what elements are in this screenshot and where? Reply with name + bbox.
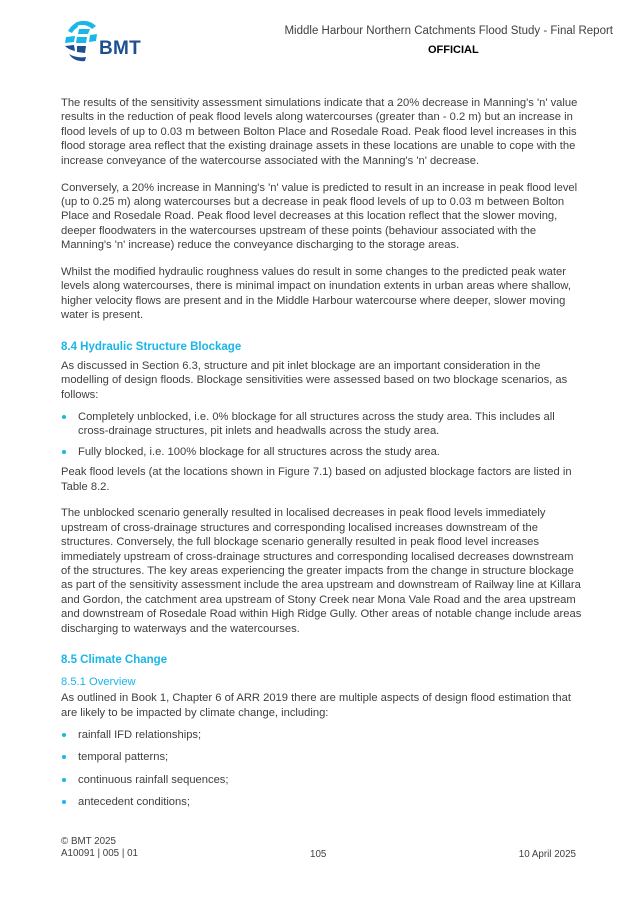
list-item	[61, 795, 583, 809]
logo-wordmark: BMT	[99, 38, 142, 59]
footer-doc-ref: A10091 | 005 | 01	[61, 848, 138, 860]
paragraph-manning-decrease: The results of the sensitivity assessment simulations indicate that a 20% decrease in Manning's 'n' value results in the reduction of peak flood levels along watercourses (greater than - 0.2 m) but an increase in flood levels of up to 0.03 m between Bolton Place and Rosedale Road. Peak flood level increases in this flood storage area reflect that the existing drainage assets in these locations are unable to cope with the increase conveyance of the watercourse associated with the Manning's 'n' decrease.	[61, 97, 578, 167]
list-item	[61, 750, 583, 764]
list-item-text: continuous rainfall sequences;	[78, 773, 229, 786]
paragraph-roughness-impact: Whilst the modified hydraulic roughness values do result in some changes to the predicted peak water levels along watercourses, there is minimal impact on inundation extents in urban areas where shallow, higher velocity flows are present and in the Middle Harbour watercourse where deeper, slower moving water is present.	[61, 266, 571, 322]
bullet-icon	[62, 800, 66, 804]
list-item	[61, 728, 583, 742]
report-title: Middle Harbour Northern Catchments Flood Study - Final Report	[284, 25, 613, 37]
bmt-globe-icon	[61, 17, 103, 63]
paragraph-blockage-intro: As discussed in Section 6.3, structure and pit inlet blockage are an important consideration in the modelling of design floods. Blockage sensitivities were assessed based on two blockage scenarios, as follows:	[61, 359, 568, 401]
list-item-text: rainfall IFD relationships;	[78, 728, 202, 741]
bmt-logo	[61, 17, 151, 63]
paragraph-blockage-levels: Peak flood levels (at the locations shown in Figure 7.1) based on adjusted blockage factors are listed in Table 8.2.	[61, 466, 572, 493]
list-item	[61, 445, 583, 459]
subsection-heading-overview: 8.5.1 Overview	[61, 676, 136, 689]
list-item-text: antecedent conditions;	[78, 796, 190, 809]
bullet-icon	[62, 733, 66, 737]
list-item	[61, 410, 583, 439]
paragraph-blockage-results: The unblocked scenario generally resulted in localised decreases in peak flood levels immediately upstream of cross-drainage structures and corresponding localised increases downstream of the structures. Conversely, the full blockage scenario generally resulted in peak flood level increases immediately upstream of cross-drainage structures and corresponding localised decreases downstream of the structures. The key areas experiencing the greater impacts from the change in structure blockage as part of the sensitivity assessment include the area upstream and downstream of Railway line at Killara and Gordon, the catchment area upstream of Stony Creek near Mona Vale Road and the area upstream and downstream of Rosedale Road within High Ridge Gully. Other areas of notable change include areas discharging to waterways and the watercourses.	[61, 507, 582, 635]
paragraph-climate-intro: As outlined in Book 1, Chapter 6 of ARR 2019 there are multiple aspects of design flood estimation that are likely to be impacted by climate change, including:	[61, 692, 571, 719]
section-heading-climate-change: 8.5 Climate Change	[61, 654, 168, 667]
climate-aspects-list	[61, 728, 583, 810]
list-item	[61, 773, 583, 787]
footer-doc-info	[61, 836, 138, 861]
list-item-text: Completely unblocked, i.e. 0% blockage for all structures across the study area. This includes all cross-drainage structures, pit inlets and headwalls across the study area.	[78, 410, 555, 438]
bullet-icon	[62, 755, 66, 759]
bullet-icon	[62, 778, 66, 782]
section-heading-blockage: 8.4 Hydraulic Structure Blockage	[61, 340, 242, 353]
footer-date: 10 April 2025	[518, 849, 576, 860]
footer-copyright: © BMT 2025	[61, 836, 116, 847]
list-item-text: temporal patterns;	[78, 751, 169, 764]
bullet-icon	[62, 450, 66, 454]
list-item-text: Fully blocked, i.e. 100% blockage for all structures across the study area.	[78, 445, 440, 458]
main-content	[61, 96, 583, 818]
paragraph-manning-increase: Conversely, a 20% increase in Manning's 'n' value is predicted to result in an increase in peak flood level (up to 0.25 m) along watercourses but a decrease in peak flood levels of up to 0.03 m between Bolton Place and Rosedale Road. Peak flood level decreases at this location reflect that the slower moving, deeper floodwaters in the watercourses upstream of these points (behaviour associated with the Manning's 'n' increase) reduce the conveyance discharging to the storage areas.	[61, 181, 578, 252]
classification-label: OFFICIAL	[428, 44, 479, 56]
bullet-icon	[62, 415, 66, 419]
footer-page-number: 105	[310, 849, 327, 860]
blockage-scenario-list	[61, 410, 583, 459]
